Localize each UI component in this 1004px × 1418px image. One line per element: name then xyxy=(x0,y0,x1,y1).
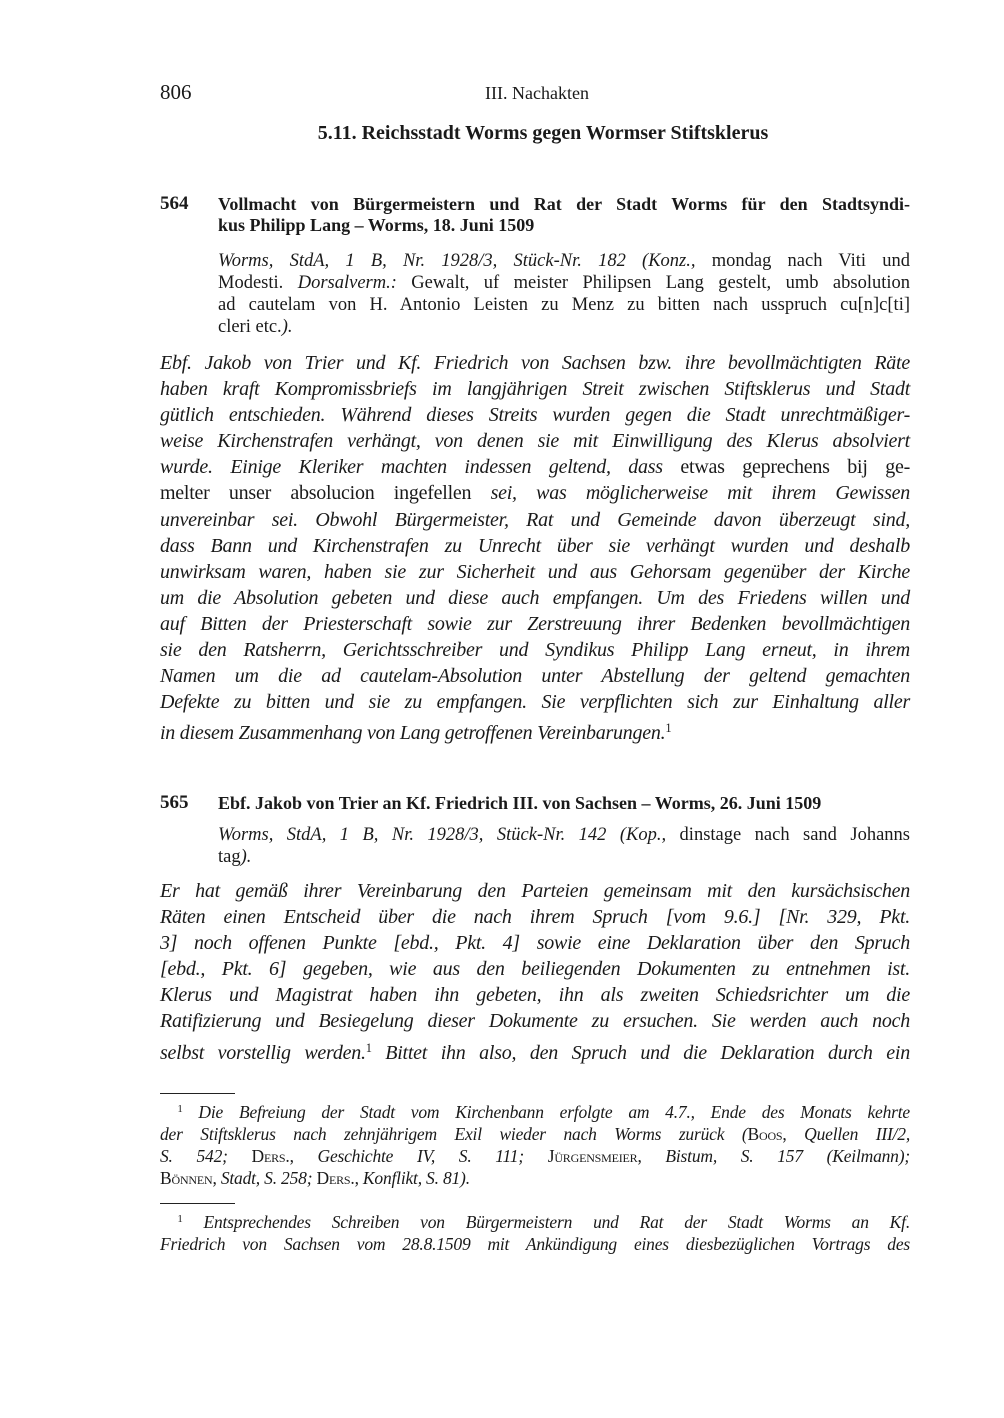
text-segment: Bittet ihn also, den Spruch und die Deklaration durch ein xyxy=(371,1041,910,1064)
text-segment: Namen um die ad cautelam-Absolution unter Abstellung der geltend gemachten xyxy=(160,665,910,688)
text-segment: tag xyxy=(218,847,241,867)
text-segment: wurde. Einige Kleriker machten indessen geltend, dass xyxy=(160,456,681,479)
text-segment: sie den Ratsherrn, Gerichtsschreiber und Syndikus Philipp Lang erneut, in ihrem xyxy=(160,639,910,662)
entry-source xyxy=(218,824,910,868)
text-segment: haben kraft Kompromissbriefs im langjährigen Streit zwischen Stiftsklerus und Stadt xyxy=(160,378,910,401)
text-segment xyxy=(228,1146,252,1166)
text-line xyxy=(160,663,910,689)
text-segment: sei, was möglicherweise mit ihrem Gewissen xyxy=(490,482,910,505)
text-segment: ). xyxy=(281,317,293,337)
text-line xyxy=(160,956,910,982)
text-segment: Worms, StdA, 1 B, Nr. 1928/3, Stück-Nr. 142 (Kop., xyxy=(218,825,667,845)
text-line xyxy=(160,402,910,428)
text-segment: cleri etc. xyxy=(218,317,282,337)
text-segment: Stadt, S. 258; xyxy=(220,1167,313,1188)
footnote-marker: 1 xyxy=(177,1213,183,1225)
text-line xyxy=(160,1233,910,1255)
footnote xyxy=(160,1208,910,1255)
text-segment: mondag nach Viti und xyxy=(695,251,910,271)
text-segment: , xyxy=(782,1123,805,1144)
text-line xyxy=(160,454,910,480)
text-segment: ad cautelam von H. Antonio Leisten zu Menz zu bitten nach usspruch cu[n]c[ti] xyxy=(218,295,910,315)
text-line xyxy=(160,982,910,1008)
footnote xyxy=(160,1098,910,1189)
text-segment: Bönnen xyxy=(160,1167,213,1188)
text-segment: , xyxy=(212,1167,221,1188)
entry-heading xyxy=(218,793,910,814)
text-line xyxy=(160,930,910,956)
text-segment: Friedrich von Sachsen vom 28.8.1509 mit Ankündigung eines diesbezüglichen Vortrags des xyxy=(160,1233,910,1254)
text-segment: Vollmacht von Bürgermeistern und Rat der Stadt Worms für den Stadtsyndi- xyxy=(218,194,910,214)
text-segment: Ebf. Jakob von Trier und Kf. Friedrich von Sachsen bzw. ihre bevollmächtigten Räte xyxy=(160,352,910,374)
text-segment: Geschichte IV, S. 111; xyxy=(317,1145,524,1166)
text-segment: melter unser absolucion ingefellen xyxy=(160,482,491,505)
text-line xyxy=(218,250,910,272)
text-line xyxy=(160,507,910,533)
text-segment: unwirksam waren, haben sie zur Sicherheit und aus Gehorsam gegenüber der Kirche xyxy=(160,560,910,583)
text-segment: Klerus und Magistrat haben ihn gebeten, ihn als zweiten Schiedsrichter um die xyxy=(160,984,910,1007)
entry-number: 564 xyxy=(160,193,189,214)
text-segment xyxy=(160,1102,177,1122)
entry-summary xyxy=(160,350,910,746)
text-segment: ). xyxy=(240,847,252,867)
text-line xyxy=(218,272,910,294)
text-segment: Dorsalverm.: xyxy=(297,273,397,293)
text-segment: Bistum, S. 157 (Keilmann); xyxy=(665,1145,910,1166)
text-line xyxy=(160,1167,910,1189)
text-line xyxy=(160,904,910,930)
text-segment: ., xyxy=(350,1167,363,1188)
text-segment: auf Bitten der Priesterschaft sowie zur Zerstreuung ihrer Bedenken bevollmächtigen xyxy=(160,612,910,635)
text-segment: Entsprechendes Schreiben von Bürgermeistern und Rat der Stadt Worms an Kf. xyxy=(182,1211,910,1232)
text-segment: in diesem Zusammenhang von Lang getroffenen Vereinbarungen. xyxy=(160,722,666,745)
text-segment: Quellen III/2, xyxy=(804,1123,911,1144)
text-segment: gütlich entschieden. Während dieses Streits wurden gegen die Stadt unrechtmäßiger- xyxy=(160,404,910,427)
text-segment: Jürgensmeier xyxy=(547,1145,638,1166)
text-line xyxy=(160,1145,910,1167)
text-line xyxy=(160,428,910,454)
footnote-rule xyxy=(160,1093,235,1094)
text-segment: Modesti. xyxy=(218,273,298,293)
text-line xyxy=(160,559,910,585)
text-segment: Worms, StdA, 1 B, Nr. 1928/3, Stück-Nr. 182 (Konz., xyxy=(218,251,696,271)
text-segment: weise Kirchenstrafen verhängt, von denen sie mit Einwilligung des Klerus absolviert xyxy=(160,430,910,453)
text-segment: Er hat gemäß ihrer Vereinbarung den Parteien gemeinsam mit den kursächsischen xyxy=(160,880,910,902)
text-line xyxy=(218,215,910,236)
text-segment: Die Befreiung der Stadt vom Kirchenbann erfolgte am 4.7., Ende des Monats kehrte xyxy=(182,1101,910,1122)
footnote-marker: 1 xyxy=(177,1103,183,1115)
text-line xyxy=(160,715,910,746)
entry-summary xyxy=(160,878,910,1065)
text-line xyxy=(160,637,910,663)
text-line xyxy=(160,1035,910,1066)
text-line xyxy=(160,585,910,611)
section-title: 5.11. Reichsstadt Worms gegen Wormser Stiftsklerus xyxy=(317,122,769,144)
text-line xyxy=(160,611,910,637)
footnote-rule xyxy=(160,1203,235,1204)
text-line xyxy=(160,1208,910,1233)
footnote-marker: 1 xyxy=(365,1040,372,1055)
text-line xyxy=(160,878,910,904)
text-line xyxy=(160,1008,910,1034)
text-segment: , xyxy=(637,1145,666,1166)
text-segment xyxy=(524,1146,548,1166)
text-line xyxy=(218,294,910,316)
text-line xyxy=(160,533,910,559)
text-segment: kus Philipp Lang – Worms, 18. Juni 1509 xyxy=(218,215,535,235)
text-segment: Ders xyxy=(251,1145,286,1166)
text-segment: Ratifizierung und Besiegelung dieser Dokumente zu ersuchen. Sie werden auch noch xyxy=(160,1010,910,1033)
text-line xyxy=(160,1123,910,1145)
text-segment: Räten einen Entscheid über die nach ihrem Spruch [vom 9.6.] [Nr. 329, Pkt. xyxy=(160,906,910,929)
text-segment: um die Absolution gebeten und diese auch empfangen. Um des Friedens willen und xyxy=(160,586,910,609)
page-number: 806 xyxy=(160,80,192,104)
text-line xyxy=(218,316,910,338)
text-segment: Defekte zu bitten und sie zu empfangen. Sie verpflichten sich zur Einhaltung aller xyxy=(160,691,910,714)
text-line xyxy=(218,793,910,814)
text-segment: Konflikt, S. 81). xyxy=(362,1167,470,1188)
entry-source xyxy=(218,250,910,338)
text-segment: Ders xyxy=(316,1167,351,1188)
footnote-marker: 1 xyxy=(665,721,672,736)
text-segment: 3] noch offenen Punkte [ebd., Pkt. 4] sowie eine Deklaration über den Spruch xyxy=(160,932,910,955)
text-segment: Boos xyxy=(747,1123,783,1144)
text-segment: dinstage nach sand Johanns xyxy=(666,825,910,845)
text-line xyxy=(160,480,910,506)
text-line xyxy=(218,194,910,215)
text-line xyxy=(218,846,910,868)
text-segment: selbst vorstellig werden. xyxy=(160,1041,366,1064)
text-line xyxy=(160,1098,910,1123)
text-segment: Ebf. Jakob von Trier an Kf. Friedrich III. von Sachsen – Worms, 26. Juni 1509 xyxy=(218,793,822,813)
text-segment: ., xyxy=(285,1145,318,1166)
text-segment: etwas geprechens bij ge- xyxy=(680,456,910,479)
text-segment: dass Bann und Kirchenstrafen zu Unrecht über sie verhängt wurden und deshalb xyxy=(160,534,910,557)
text-segment: unvereinbar sei. Obwohl Bürgermeister, Rat und Gemeinde davon überzeugt sind, xyxy=(160,508,910,531)
text-segment: [ebd., Pkt. 6] gegeben, wie aus den beiliegenden Dokumenten zu entnehmen ist. xyxy=(160,958,910,981)
entry-number: 565 xyxy=(160,792,189,813)
text-segment xyxy=(160,1212,177,1232)
text-line xyxy=(160,689,910,715)
text-line xyxy=(160,350,910,376)
text-segment: Gewalt, uf meister Philipsen Lang gestelt, umb absolution xyxy=(396,273,910,293)
entry-heading xyxy=(218,194,910,236)
text-line xyxy=(160,376,910,402)
running-title: III. Nachakten xyxy=(485,83,589,103)
text-segment: S. 542; xyxy=(160,1145,228,1166)
text-line xyxy=(218,824,910,846)
text-segment: der Stiftsklerus nach zehnjährigem Exil wieder nach Worms zurück ( xyxy=(160,1123,748,1144)
